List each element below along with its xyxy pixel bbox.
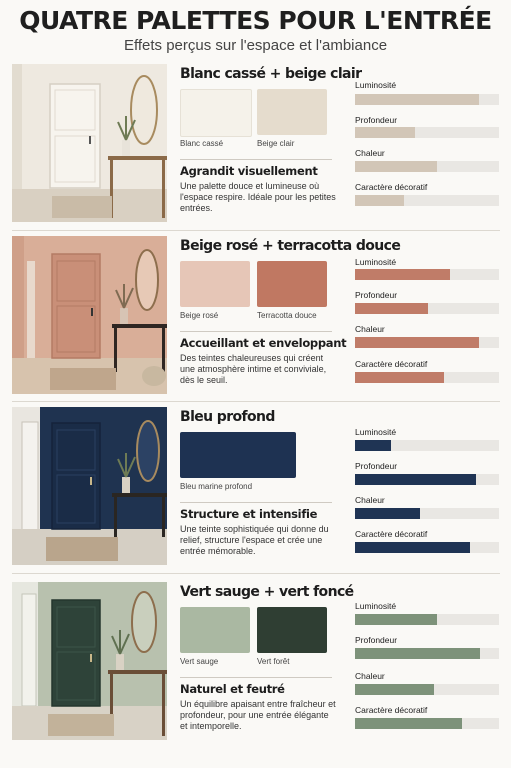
metrics-panel: [355, 407, 500, 565]
metric-label: Caractère décoratif: [355, 359, 428, 369]
color-swatch: [257, 261, 327, 307]
swatch-label: Blanc cassé: [180, 139, 224, 148]
metric-label: Caractère décoratif: [355, 705, 428, 715]
metric-bar: [355, 127, 415, 138]
hallway-photo: [12, 236, 167, 394]
divider: [180, 159, 332, 160]
metric-bar: [355, 684, 434, 695]
color-swatch: [257, 607, 327, 653]
metric-label: Profondeur: [355, 290, 398, 300]
metric-track: [355, 474, 499, 485]
metric-bar: [355, 269, 450, 280]
color-swatch: [180, 89, 252, 137]
effect-title: Accueillant et enveloppant: [180, 336, 347, 350]
metric-track: [355, 161, 499, 172]
metrics-panel: [355, 64, 500, 222]
metrics-panel: [355, 582, 500, 740]
metric-label: Luminosité: [355, 427, 397, 437]
metric-track: [355, 542, 499, 553]
divider: [180, 677, 332, 678]
metric-label: Chaleur: [355, 671, 385, 681]
metric-label: Profondeur: [355, 461, 398, 471]
swatch-label: Vert sauge: [180, 657, 219, 666]
page-title: QUATRE PALETTES POUR L'ENTRÉE: [19, 6, 492, 35]
metrics-panel: [355, 236, 500, 394]
metric-bar: [355, 614, 437, 625]
metric-label: Profondeur: [355, 635, 398, 645]
hallway-photo: [12, 582, 167, 740]
metric-label: Luminosité: [355, 80, 397, 90]
effect-title: Agrandit visuellement: [180, 164, 318, 178]
section-separator: [12, 573, 500, 574]
swatch-label: Bleu marine profond: [180, 482, 253, 491]
metric-track: [355, 195, 499, 206]
metric-bar: [355, 648, 480, 659]
effect-title: Naturel et feutré: [180, 682, 285, 696]
color-swatch: [180, 607, 250, 653]
divider: [180, 331, 332, 332]
metric-bar: [355, 337, 479, 348]
metric-track: [355, 508, 499, 519]
metric-bar: [355, 303, 428, 314]
metric-label: Caractère décoratif: [355, 529, 428, 539]
metric-track: [355, 718, 499, 729]
swatch-label: Beige clair: [257, 139, 295, 148]
metric-label: Luminosité: [355, 601, 397, 611]
metric-bar: [355, 195, 404, 206]
effect-description: Un équilibre apaisant entre fraîcheur et profondeur, pour une entrée élégante et intemporelle.: [180, 699, 336, 731]
metric-track: [355, 127, 499, 138]
palette-section: [12, 236, 500, 394]
page-subtitle: Effets perçus sur l'espace et l'ambiance: [123, 37, 388, 54]
metric-label: Caractère décoratif: [355, 182, 428, 192]
palette-title: Blanc cassé + beige clair: [180, 66, 362, 82]
swatch-label: Terracotta douce: [257, 311, 317, 320]
palette-title: Beige rosé + terracotta douce: [180, 238, 401, 254]
metric-track: [355, 94, 499, 105]
metric-track: [355, 337, 499, 348]
metric-track: [355, 440, 499, 451]
metric-label: Chaleur: [355, 495, 385, 505]
section-separator: [12, 401, 500, 402]
metric-bar: [355, 718, 462, 729]
palette-section: [12, 582, 500, 740]
section-separator: [12, 230, 500, 231]
effect-description: Des teintes chaleureuses qui créent une atmosphère intime et conviviale, dès le seuil.: [180, 353, 327, 385]
swatch-label: Vert forêt: [257, 657, 290, 666]
metric-label: Profondeur: [355, 115, 398, 125]
metric-bar: [355, 542, 470, 553]
palette-title: Vert sauge + vert foncé: [180, 584, 354, 600]
color-swatch: [257, 89, 327, 135]
metric-bar: [355, 474, 476, 485]
metric-bar: [355, 440, 391, 451]
metric-track: [355, 372, 499, 383]
metric-track: [355, 269, 499, 280]
effect-description: Une teinte sophistiquée qui donne du relief, structure l'espace et crée une entrée mémorable.: [180, 524, 329, 556]
palette-section: [12, 407, 500, 565]
color-swatch: [180, 432, 296, 478]
hallway-photo: [12, 64, 167, 222]
metric-bar: [355, 372, 444, 383]
metric-label: Luminosité: [355, 257, 397, 267]
metric-bar: [355, 508, 420, 519]
palette-section: [12, 64, 500, 222]
metric-bar: [355, 94, 479, 105]
metric-label: Chaleur: [355, 148, 385, 158]
color-swatch: [180, 261, 250, 307]
metric-track: [355, 614, 499, 625]
swatch-label: Beige rosé: [180, 311, 219, 320]
palette-title: Bleu profond: [180, 409, 275, 425]
metric-track: [355, 684, 499, 695]
metric-label: Chaleur: [355, 324, 385, 334]
effect-title: Structure et intensifie: [180, 507, 318, 521]
effect-description: Une palette douce et lumineuse où l'espace respire. Idéale pour les petites entrées.: [180, 181, 336, 213]
hallway-photo: [12, 407, 167, 565]
metric-bar: [355, 161, 437, 172]
metric-track: [355, 303, 499, 314]
metric-track: [355, 648, 499, 659]
divider: [180, 502, 332, 503]
